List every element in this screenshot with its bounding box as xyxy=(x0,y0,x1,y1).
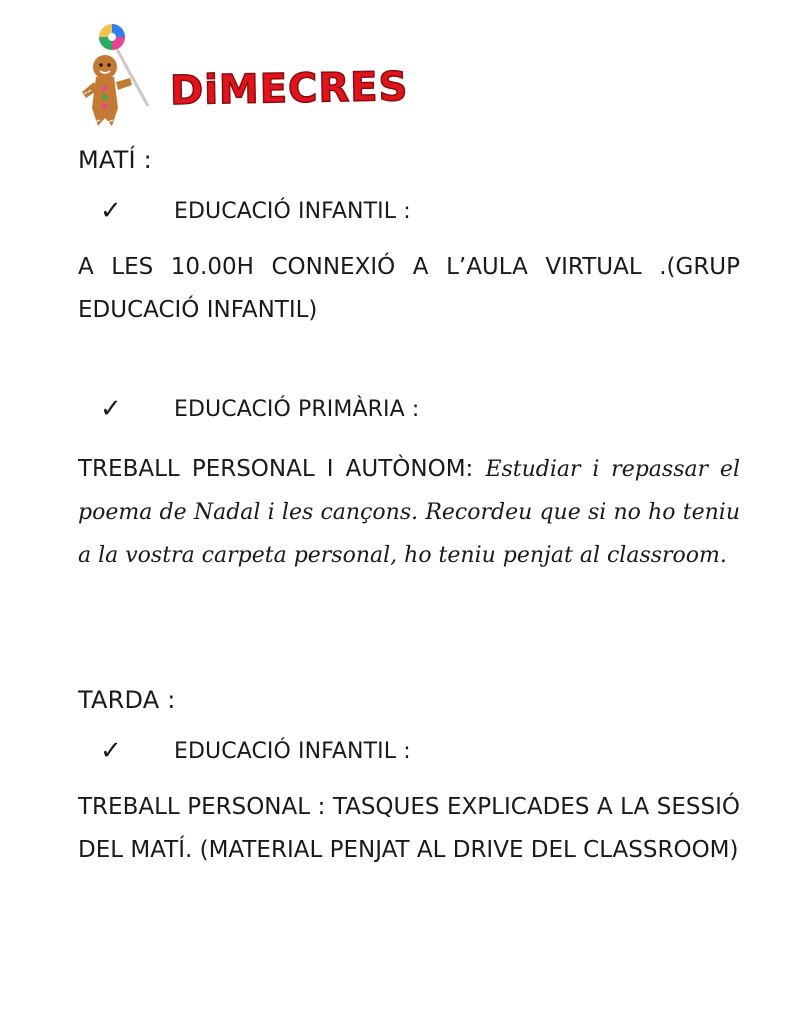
morning-heading: MATÍ : xyxy=(78,146,152,174)
afternoon-heading: TARDA : xyxy=(78,686,176,714)
morning-primary-label: EDUCACIÓ PRIMÀRIA : xyxy=(174,396,420,422)
morning-primary-text xyxy=(78,448,740,577)
morning-infant-item xyxy=(100,198,411,224)
page-title: DiMECRES xyxy=(169,63,409,115)
afternoon-infant-label: EDUCACIÓ INFANTIL : xyxy=(174,738,411,764)
checkmark-icon: ✓ xyxy=(100,196,122,226)
header xyxy=(78,22,409,132)
primary-text-upper: TREBALL PERSONAL I AUTÒNOM: xyxy=(78,456,474,482)
afternoon-infant-text: TREBALL PERSONAL : TASQUES EXPLICADES A LA SESSIÓ DEL MATÍ. (MATERIAL PENJAT AL DRIVE DEL CLASSROOM) xyxy=(78,794,740,863)
morning-infant-label: EDUCACIÓ INFANTIL : xyxy=(174,198,411,224)
checkmark-icon: ✓ xyxy=(100,736,122,766)
afternoon-infant-item xyxy=(100,738,411,764)
morning-infant-text: A LES 10.00H CONNEXIÓ A L’AULA VIRTUAL .(GRUP EDUCACIÓ INFANTIL) xyxy=(78,254,740,323)
gingerbread-man-with-lollipop-icon xyxy=(78,22,153,132)
morning-primary-item xyxy=(100,396,419,422)
primary-text-cursive: Estudiar i repassar el poema de Nadal i les cançons. Recordeu que si no ho teniu a la vostra carpeta personal, ho teniu penjat al classroom. xyxy=(78,457,740,568)
checkmark-icon: ✓ xyxy=(100,394,122,424)
